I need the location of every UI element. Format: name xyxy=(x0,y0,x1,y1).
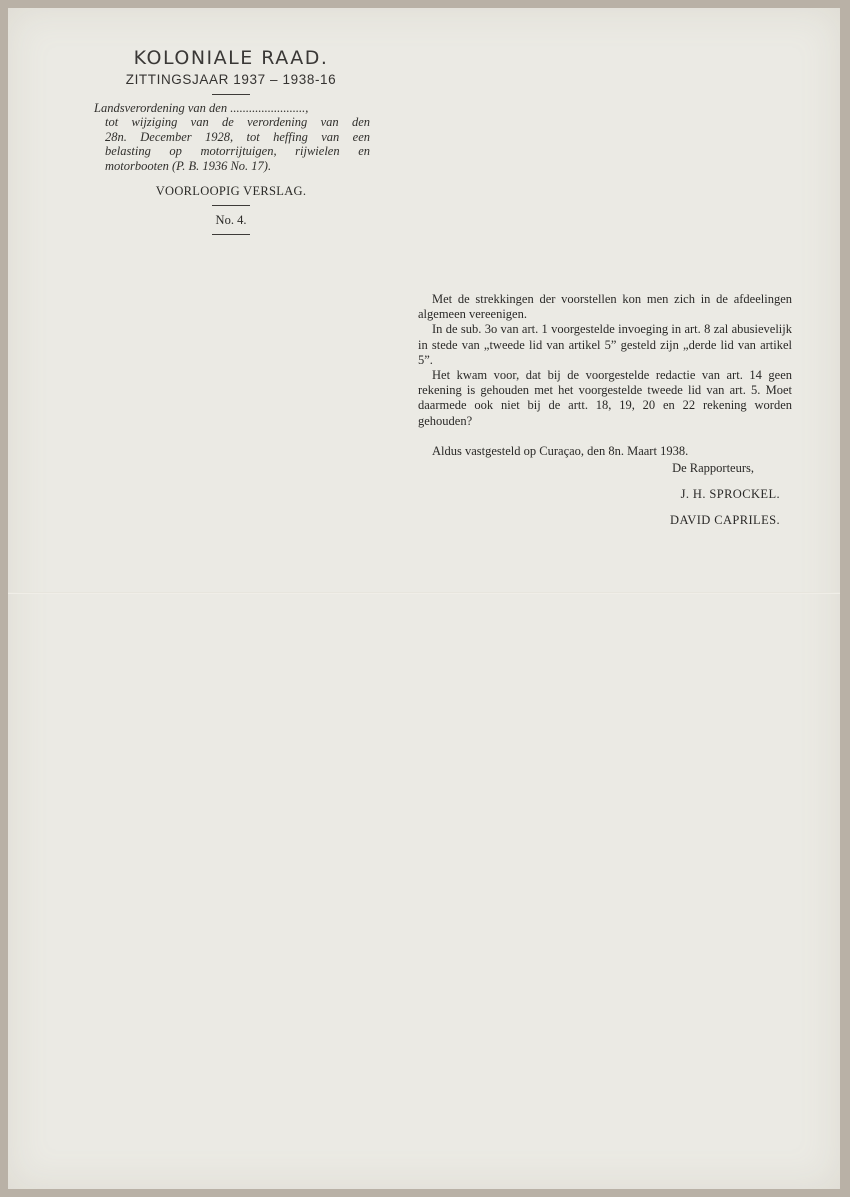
ordinance-line: motorbooten (P. B. 1936 No. 17). xyxy=(105,158,272,173)
report-body xyxy=(418,292,792,459)
ordinance-line: tot wijziging van de verordening van den xyxy=(105,115,370,130)
header-divider xyxy=(212,94,250,95)
ordinance-line: Landsverordening van den ........................, xyxy=(94,101,309,115)
adoption-statement: Aldus vastgesteld op Curaçao, den 8n. Maart 1938. xyxy=(432,443,689,458)
session-year: ZITTINGSJAAR 1937 – 1938-16 xyxy=(125,72,337,87)
document-header xyxy=(92,46,370,241)
report-type: VOORLOOPIG VERSLAG. xyxy=(155,184,307,199)
ordinance-line: belasting op motorrijtuigen, rijwielen en xyxy=(105,144,370,159)
rapporteur-name: J. H. SPROCKEL. xyxy=(680,487,780,501)
ordinance-description xyxy=(92,101,370,173)
report-divider xyxy=(212,205,250,206)
signature-block xyxy=(418,460,780,538)
body-paragraph: Het kwam voor, dat bij de voorgestelde redactie van art. 14 geen rekening is gehouden met het voorgestelde tweede lid van art. 5. Moet daarmede ook niet bij de artt. 18, 19, 20 en 22 rekening worden gehouden? xyxy=(418,368,792,428)
report-number-divider xyxy=(212,234,250,235)
rapporteur-name: DAVID CAPRILES. xyxy=(670,513,780,527)
report-number: No. 4. xyxy=(215,213,247,228)
body-paragraph: Met de strekkingen der voorstellen kon men zich in de afdeelingen algemeen vereenigen. xyxy=(418,292,792,322)
body-paragraph: In de sub. 3o van art. 1 voorgestelde invoeging in art. 8 zal abusievelijk in stede van „tweede lid van artikel 5” gesteld zijn „derde lid van artikel 5”. xyxy=(418,322,792,367)
council-title: KOLONIALE RAAD. xyxy=(133,47,329,69)
rapporteurs-label: De Rapporteurs, xyxy=(672,461,754,475)
paper-fold-line xyxy=(8,592,840,594)
ordinance-line: 28n. December 1928, tot heffing van een xyxy=(105,129,370,144)
